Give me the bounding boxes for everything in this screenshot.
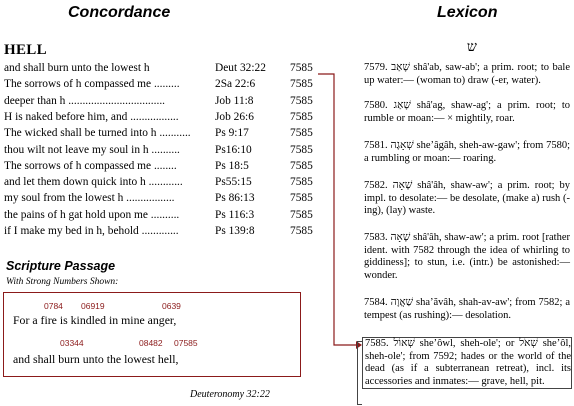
concordance-number: 7585 bbox=[290, 192, 313, 205]
concordance-text: my soul from the lowest h ................. bbox=[4, 192, 175, 205]
concordance-number: 7585 bbox=[290, 159, 313, 172]
concordance-ref: Ps16:10 bbox=[215, 143, 252, 156]
concordance-number: 7585 bbox=[290, 208, 313, 221]
concordance-number: 7585 bbox=[290, 176, 313, 189]
lexicon-entry-number: 7582. bbox=[364, 180, 388, 191]
lexicon-entry[interactable] bbox=[364, 297, 570, 322]
lexicon-entry-text: שְׁאוֹל sheʼôwl, sheh-ole'; or שְׁאֹל sheʼôl, sheh-ole'; from 7592; hades or the world of the dead (as if a subterranean retreat), incl. its accessories and inmates:— grave, hell, pit. bbox=[365, 338, 572, 387]
lexicon-entry-text: שָׁאָה shâ'âh, shaw-aw'; a prim. root; by impl. to desolate:— be desolate, (make a) rush (-ing), (lay) waste. bbox=[364, 180, 571, 217]
strong-number: 03344 bbox=[60, 338, 84, 348]
lexicon-entry[interactable] bbox=[364, 140, 570, 165]
concordance-word: HELL bbox=[4, 42, 47, 58]
lexicon-entry-text: שָׁאָה shâ'âh, shaw-aw'; a prim. root [rather ident. with 7582 through the idea of whirling to giddiness]; to stun, i.e. (intr.) be astonished:— wonder. bbox=[364, 232, 571, 281]
lexicon-entry-number: 7584. bbox=[364, 297, 388, 308]
concordance-number: 7585 bbox=[290, 94, 313, 107]
lexicon-entry[interactable] bbox=[362, 337, 572, 389]
concordance-text: The wicked shall be turned into h ........... bbox=[4, 127, 191, 140]
concordance-heading: Concordance bbox=[68, 4, 171, 21]
highlight-bracket bbox=[357, 341, 362, 405]
concordance-ref: Deut 32:22 bbox=[215, 62, 266, 74]
lexicon-heading: Lexicon bbox=[437, 4, 498, 21]
lexicon-entry-number: 7585. bbox=[365, 338, 389, 349]
scripture-title: Scripture Passage bbox=[6, 259, 116, 273]
concordance-text: The sorrows of h compassed me ........ bbox=[4, 159, 177, 172]
concordance-text: and shall burn unto the lowest h bbox=[4, 62, 150, 74]
concordance-number: 7585 bbox=[290, 127, 313, 140]
scripture-line: For a fire is kindled in mine anger, bbox=[13, 313, 177, 327]
concordance-number: 7585 bbox=[290, 78, 313, 91]
scripture-line: and shall burn unto the lowest hell, bbox=[13, 352, 179, 366]
concordance-text: the pains of h gat hold upon me .......... bbox=[4, 208, 180, 221]
concordance-ref: Ps55:15 bbox=[215, 176, 252, 189]
concordance-ref: 2Sa 22:6 bbox=[215, 78, 256, 91]
lexicon-entry-number: 7583. bbox=[364, 232, 388, 243]
strong-number: 06919 bbox=[81, 301, 105, 311]
concordance-text: and let them down quick into h ............ bbox=[4, 176, 183, 189]
strong-number: 0639 bbox=[162, 301, 181, 311]
concordance-number: 7585 bbox=[290, 62, 313, 74]
lexicon-entry[interactable] bbox=[364, 100, 570, 125]
concordance-ref: Job 26:6 bbox=[215, 110, 254, 123]
strong-number: 08482 bbox=[139, 338, 163, 348]
hebrew-letter-heading: ש bbox=[467, 40, 477, 55]
concordance-ref: Ps 139:8 bbox=[215, 225, 255, 237]
concordance-text: if I make my bed in h, behold ............. bbox=[4, 225, 179, 237]
lexicon-entry-text: שַׁאֲוָה shaʼăvâh, shah-av-aw'; from 7582; a tempest (as rushing):— desolation. bbox=[364, 297, 570, 321]
concordance-ref: Ps 86:13 bbox=[215, 192, 255, 205]
lexicon-entry[interactable] bbox=[364, 180, 570, 218]
lexicon-entry-number: 7579. bbox=[364, 62, 388, 73]
concordance-text: deeper than h .................................. bbox=[4, 94, 166, 107]
concordance-number: 7585 bbox=[290, 110, 313, 123]
lexicon-entry[interactable] bbox=[364, 232, 570, 282]
lexicon-entry-text: שְׁאָגָה sheʼâgâh, sheh-aw-gaw'; from 7580; a rumbling or moan:— roaring. bbox=[364, 140, 570, 164]
strong-number: 07585 bbox=[174, 338, 198, 348]
scripture-subtitle: With Strong Numbers Shown: bbox=[6, 277, 119, 287]
concordance-ref: Ps 116:3 bbox=[215, 208, 255, 221]
concordance-ref: Ps 18:5 bbox=[215, 159, 249, 172]
concordance-ref: Ps 9:17 bbox=[215, 127, 249, 140]
lexicon-entry-text: שָׁאַב shâ'ab, saw-ab'; a prim. root; to bale up water:— (woman to) draw (-er, water). bbox=[364, 62, 570, 86]
lexicon-entry[interactable] bbox=[364, 62, 570, 87]
concordance-number: 7585 bbox=[290, 143, 313, 156]
concordance-text: thou wilt not leave my soul in h .......... bbox=[4, 143, 180, 156]
lexicon-entry-text: שָׁאַג shâ'ag, shaw-ag'; a prim. root; to rumble or moan:— × mightily, roar. bbox=[364, 100, 570, 124]
concordance-number: 7585 bbox=[290, 225, 313, 237]
strong-number: 0784 bbox=[44, 301, 63, 311]
concordance-text: The sorrows of h compassed me ......... bbox=[4, 78, 180, 91]
scripture-citation: Deuteronomy 32:22 bbox=[190, 389, 270, 400]
concordance-text: H is naked before him, and ................. bbox=[4, 110, 179, 123]
concordance-ref: Job 11:8 bbox=[215, 94, 254, 107]
lexicon-entry-number: 7581. bbox=[364, 140, 388, 151]
lexicon-entry-number: 7580. bbox=[364, 100, 388, 111]
